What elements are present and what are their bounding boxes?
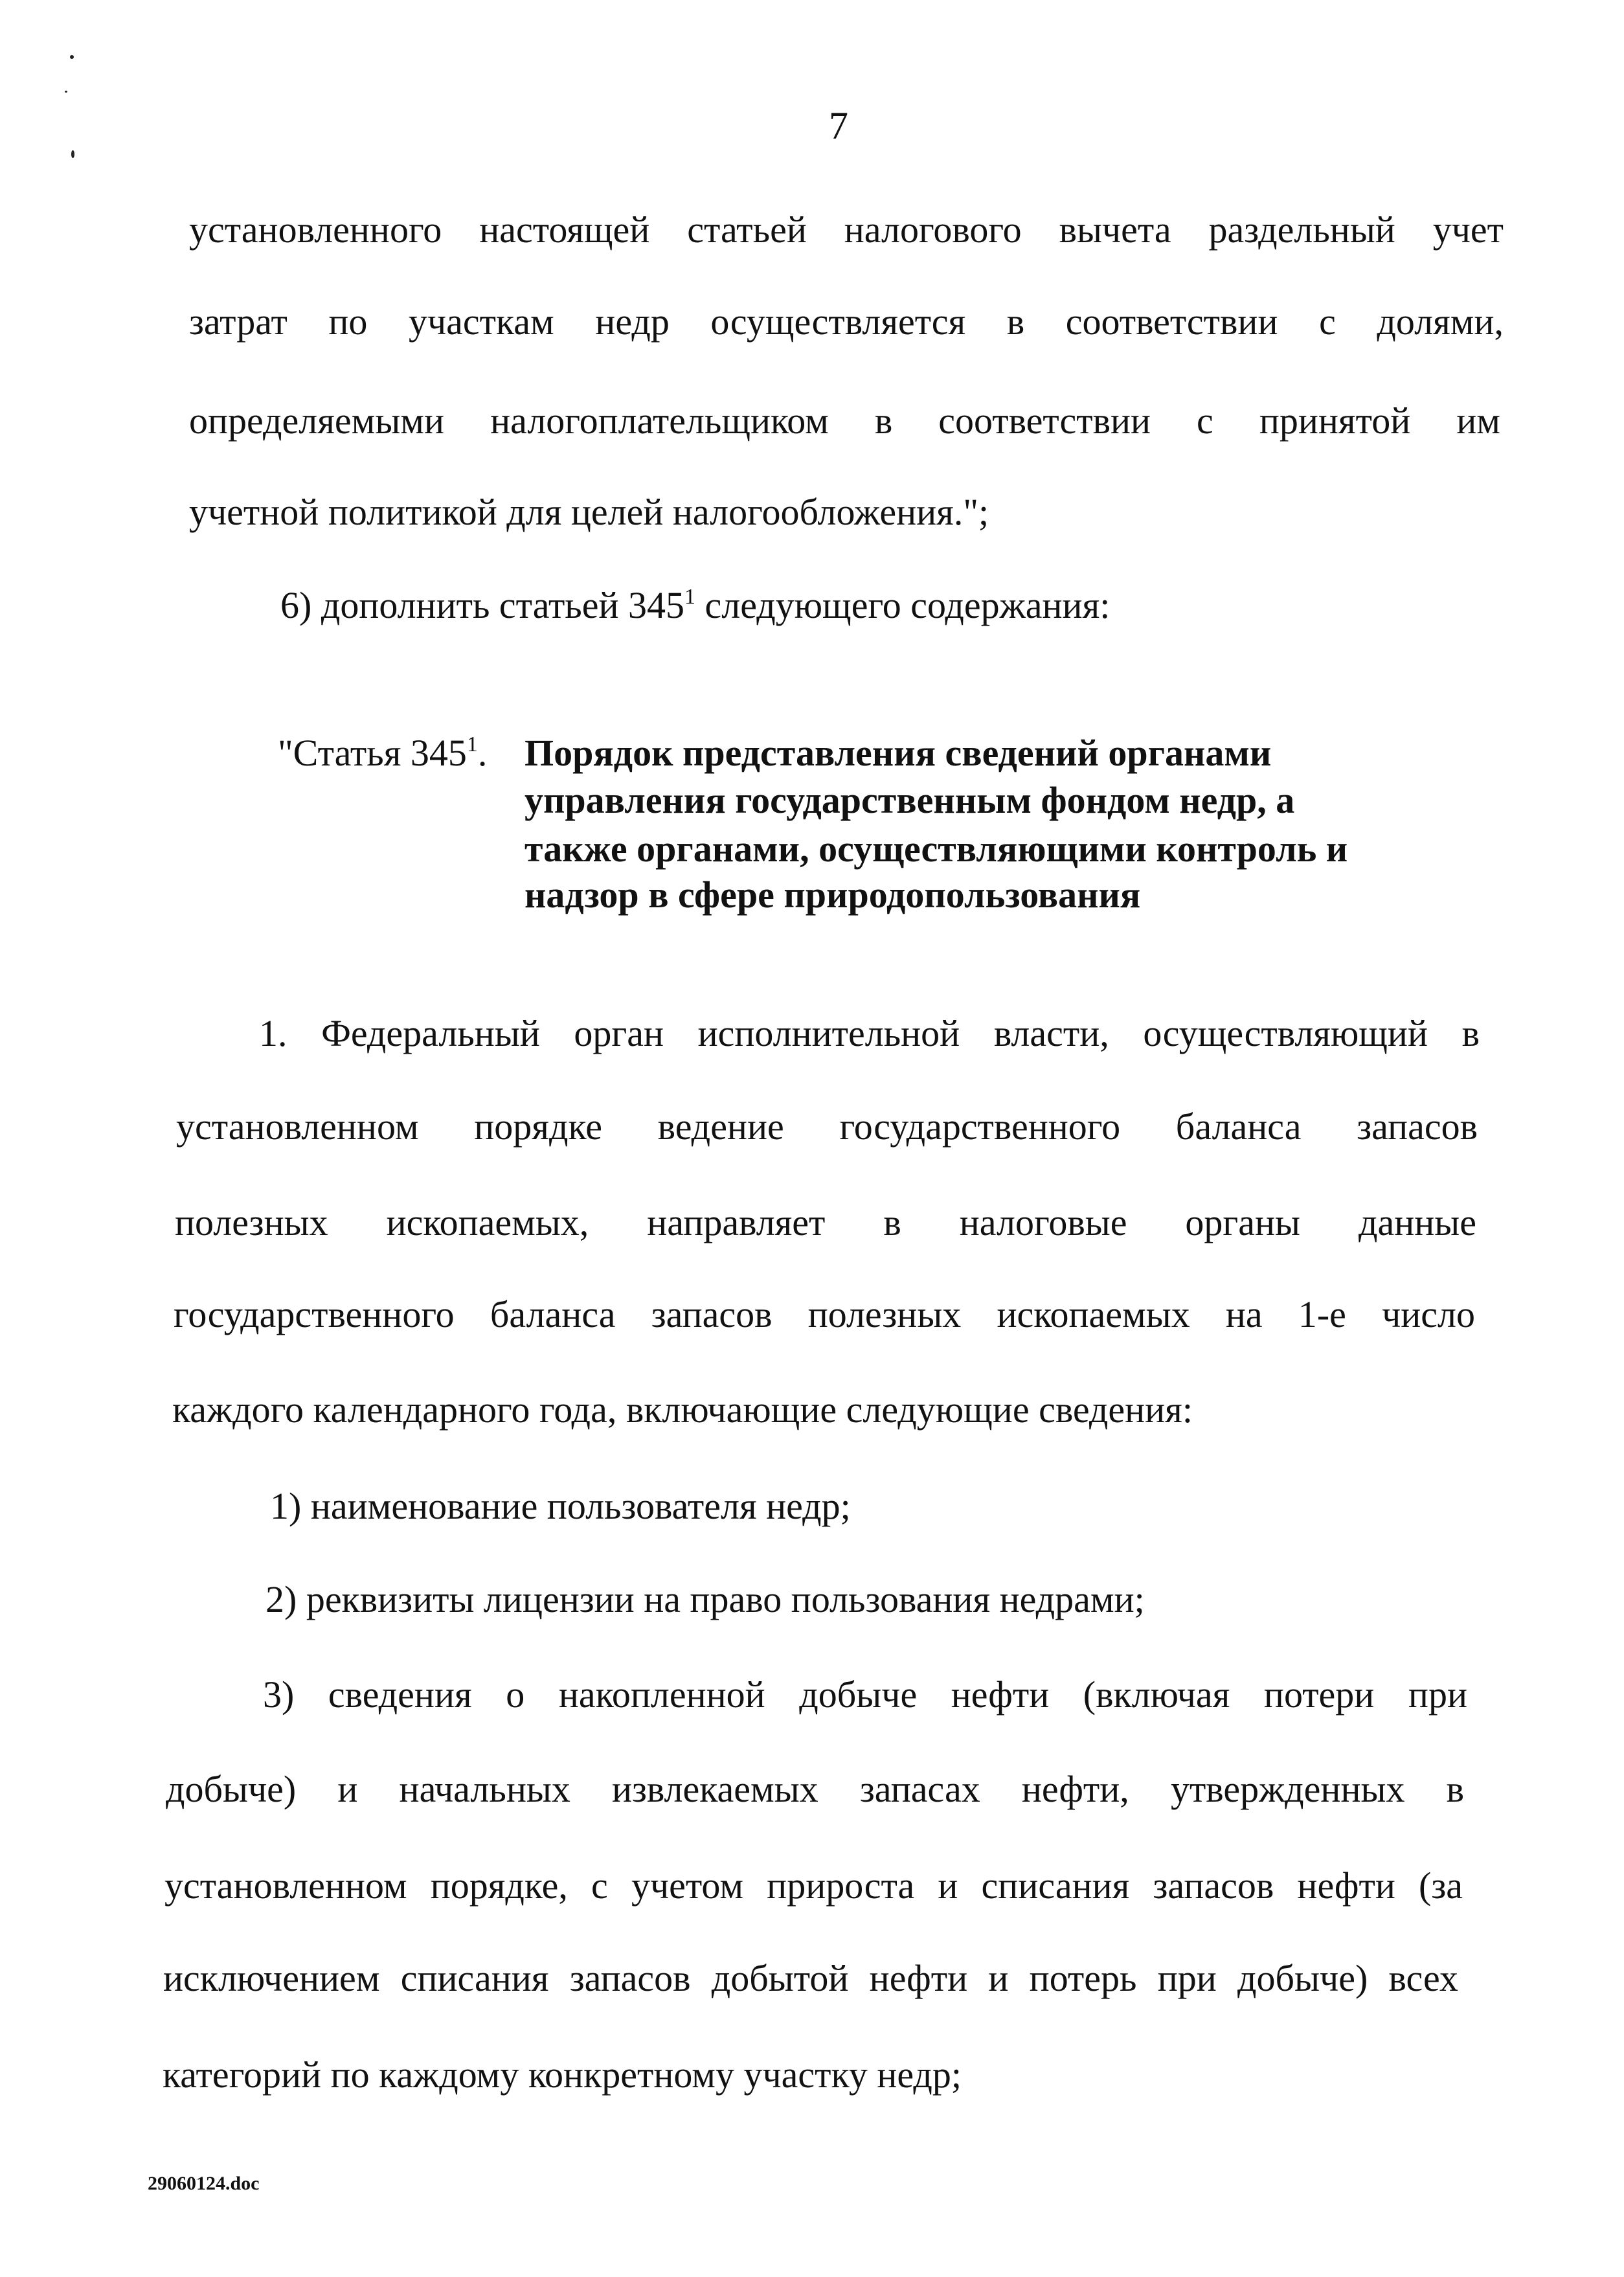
- list-item: 1) наименование пользователя недр;: [270, 1485, 851, 1527]
- superscript: 1: [684, 585, 696, 609]
- text-line: категорий по каждому конкретному участку недр;: [163, 2054, 962, 2096]
- scan-speck: [71, 150, 74, 158]
- text-line: определяемыми налогоплательщиком в соответствии с принятой им: [189, 400, 1500, 442]
- text-line: 1. Федеральный орган исполнительной власти, осуществляющий в: [259, 1012, 1480, 1054]
- article-title-line: управления государственным фондом недр, а: [524, 779, 1295, 821]
- text-line: 3) сведения о накопленной добыче нефти (включая потери при: [263, 1673, 1467, 1716]
- text-line: каждого календарного года, включающие следующие сведения:: [172, 1388, 1193, 1431]
- text: 6) дополнить статьей 345: [280, 584, 685, 626]
- list-item: 2) реквизиты лицензии на право пользования недрами;: [265, 1578, 1145, 1620]
- amendment-item-6: [280, 581, 1110, 630]
- article-title-line: надзор в сфере природопользования: [524, 874, 1141, 916]
- text-line: государственного баланса запасов полезных ископаемых на 1-е число: [174, 1293, 1475, 1335]
- text-line: исключением списания запасов добытой нефти и потерь при добыче) всех: [163, 1957, 1458, 1999]
- superscript: 1: [466, 732, 478, 756]
- text-line: полезных ископаемых, направляет в налоговые органы данные: [175, 1201, 1476, 1243]
- scan-speck: [70, 55, 74, 59]
- text-line: установленном порядке ведение государственного баланса запасов: [176, 1105, 1478, 1148]
- text-line: добыче) и начальных извлекаемых запасах нефти, утвержденных в: [166, 1768, 1464, 1810]
- article-dot: .: [477, 732, 488, 774]
- article-label: "Статья 345: [278, 732, 467, 774]
- text-line: установленного настоящей статьей налогового вычета раздельный учет: [189, 209, 1504, 251]
- article-title-line: Порядок представления сведений органами: [524, 732, 1272, 774]
- text-line: затрат по участкам недр осуществляется в соответствии с долями,: [189, 300, 1504, 343]
- text-line: учетной политикой для целей налогообложения.";: [189, 491, 989, 533]
- text-line: установленном порядке, с учетом прироста и списания запасов нефти (за: [164, 1864, 1463, 1907]
- footer-filename: 29060124.doc: [148, 2173, 260, 2194]
- scan-speck: [65, 91, 67, 93]
- text: следующего содержания:: [695, 584, 1111, 626]
- article-title-line: также органами, осуществляющими контроль и: [524, 828, 1348, 870]
- page-number: 7: [829, 104, 848, 147]
